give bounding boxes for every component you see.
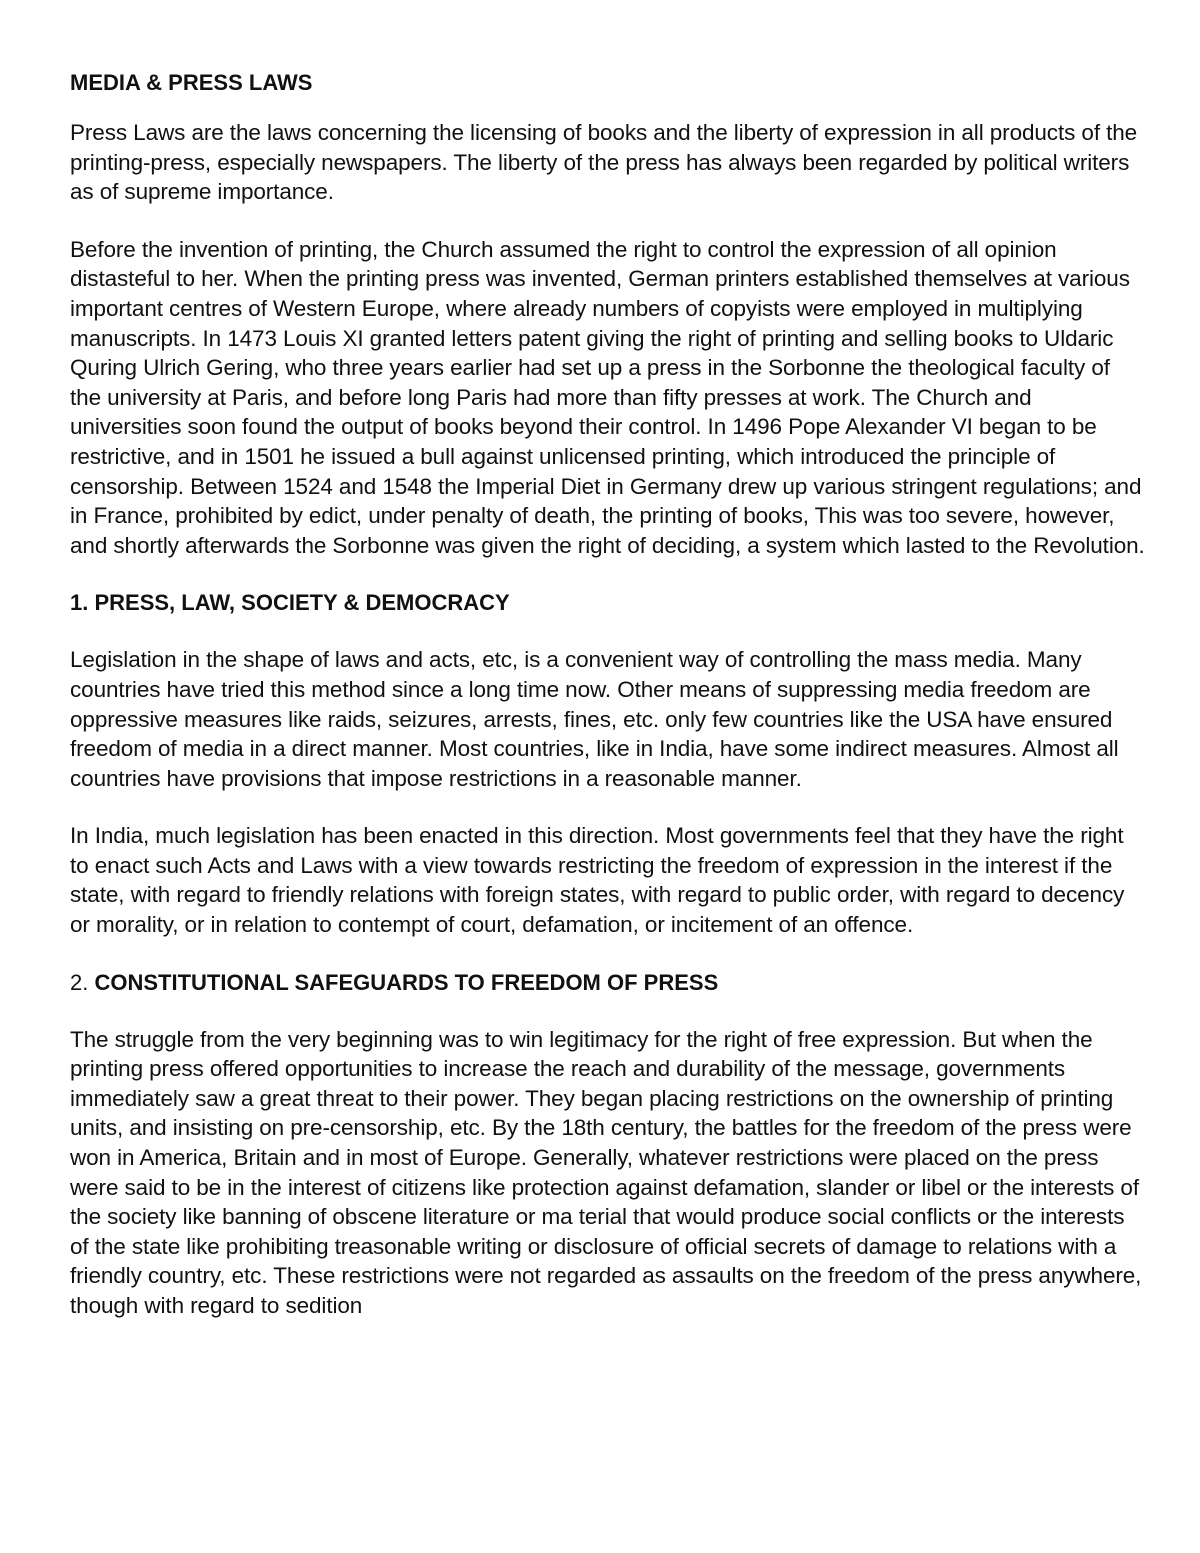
intro-paragraph-2: Before the invention of printing, the Church assumed the right to control the expression of all opinion distasteful to her. When the printing press was invented, German printers established themselves at various important centres of Western Europe, where already numbers of copyists were employed in multiplying manuscripts. In 1473 Louis XI granted letters patent giving the right of printing and selling books to Uldaric Quring Ulrich Gering, who three years earlier had set up a press in the Sorbonne the theological faculty of the university at Paris, and before long Paris had more than fifty presses at work. The Church and universities soon found the output of books beyond their control. In 1496 Pope Alexander VI began to be restrictive, and in 1501 he issued a bull against unlicensed printing, which introduced the principle of censorship. Between 1524 and 1548 the Imperial Diet in Germany drew up various stringent regulations; and in France, prohibited by edict, under penalty of death, the printing of books, This was too severe, however, and shortly afterwards the Sorbonne was given the right of deciding, a system which lasted to the Revolution. [70,236,1145,558]
document-page [70,68,1145,1349]
section-2-heading-text: CONSTITUTIONAL SAFEGUARDS TO FREEDOM OF PRESS [94,969,719,995]
section-1-paragraph-2: In India, much legislation has been enacted in this direction. Most governments feel that they have the right to enact such Acts and Laws with a view towards restricting the freedom of expression in the interest if the state, with regard to friendly relations with foreign states, with regard to public order, with regard to decency or morality, or in relation to contempt of court, defamation, or incitement of an offence. [70,823,1125,938]
section-1-paragraph-1: Legislation in the shape of laws and acts, etc, is a convenient way of controlling the mass media. Many countries have tried this method since a long time now. Other means of suppressing media freedom are oppressive measures like raids, seizures, arrests, fines, etc. only few countries like the USA have ensured freedom of media in a direct manner. Most countries, like in India, have some indirect measures. Almost all countries have provisions that impose restrictions in a reasonable manner. [70,647,1119,791]
section-2-heading-number: 2. [70,969,95,995]
intro-paragraph-1: Press Laws are the laws concerning the licensing of books and the liberty of expression in all products of the printing-press, especially newspapers. The liberty of the press has always been regarded by political writers as of supreme importance. [70,120,1138,205]
document-title: MEDIA & PRESS LAWS [70,70,313,95]
section-2-heading [70,968,1145,997]
section-1-heading: 1. PRESS, LAW, SOCIETY & DEMOCRACY [70,590,510,616]
section-2-paragraph-1: The struggle from the very beginning was to win legitimacy for the right of free expression. But when the printing press offered opportunities to increase the reach and durability of the message, governments immediately saw a great threat to their power. They began placing restrictions on the ownership of printing units, and insisting on pre-censorship, etc. By the 18th century, the battles for the freedom of the press were won in America, Britain and in most of Europe. Generally, whatever restrictions were placed on the press were said to be in the interest of citizens like protection against defamation, slander or libel or the interests of the society like banning of obscene literature or ma terial that would produce social conflicts or the interests of the state like prohibiting treasonable writing or disclosure of official secrets of damage to relations with a friendly country, etc. These restrictions were not regarded as assaults on the freedom of the press anywhere, though with regard to sedition [70,1026,1142,1318]
